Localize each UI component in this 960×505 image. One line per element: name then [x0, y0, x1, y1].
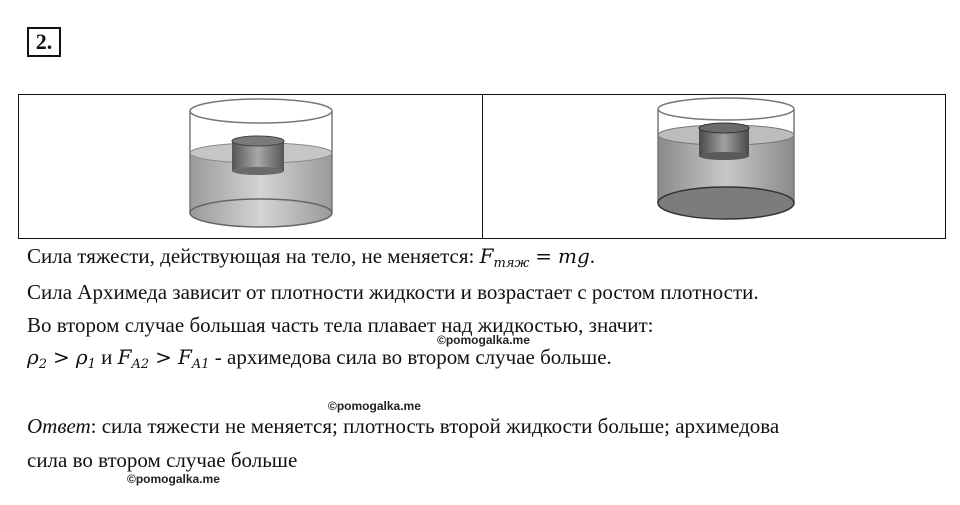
answer-line-2: сила во втором случае больше: [27, 448, 298, 472]
watermark-2: ©pomogalka.me: [328, 399, 421, 413]
rho-1-sub: 1: [87, 357, 96, 372]
watermark-1: ©pomogalka.me: [437, 333, 530, 347]
formula-period: .: [589, 244, 596, 268]
formula-f: F: [479, 244, 494, 268]
gravity-formula: [479, 244, 590, 271]
density-inequality: [27, 345, 96, 372]
figure-cell-left: [19, 95, 482, 238]
inequality-conclusion: - архимедова сила во втором случае больше.: [209, 345, 612, 369]
rho-1: ρ: [75, 345, 88, 369]
text-line-second-case: Во втором случае большая часть тела плавает над жидкостью, значит:: [27, 313, 654, 337]
text-line-gravity: [27, 244, 595, 271]
fa1: F: [177, 345, 192, 369]
fa2: F: [117, 345, 132, 369]
fa1-sub: A1: [191, 357, 210, 372]
figure-cell-right: [482, 95, 946, 238]
beaker-illustration-2: [651, 95, 801, 233]
figure-table: [18, 94, 946, 239]
text-line-inequality: [27, 345, 612, 372]
beaker-illustration-1: [176, 95, 346, 233]
gt-sign-1: >: [53, 345, 70, 369]
answer-label: Ответ: [27, 414, 91, 438]
formula-equals: =: [535, 244, 552, 268]
fa2-sub: A2: [131, 357, 150, 372]
gt-sign-2: >: [155, 345, 172, 369]
answer-text-1: : сила тяжести не меняется; плотность второй жидкости больше; архимедова: [90, 414, 780, 438]
formula-mg: mg: [558, 244, 590, 268]
rho-2-sub: 2: [38, 357, 48, 372]
text-line-archimedes: Сила Архимеда зависит от плотности жидкости и возрастает с ростом плотности.: [27, 280, 759, 304]
answer-line-1: [27, 414, 779, 439]
rho-2: ρ: [27, 345, 39, 369]
formula-sub-tyazh: тяж: [493, 256, 530, 271]
task-number: 2.: [27, 27, 61, 57]
gravity-text: Сила тяжести, действующая на тело, не меняется:: [27, 244, 480, 268]
and-word: и: [95, 345, 118, 369]
force-inequality: [117, 345, 210, 372]
watermark-3: ©pomogalka.me: [127, 472, 220, 486]
